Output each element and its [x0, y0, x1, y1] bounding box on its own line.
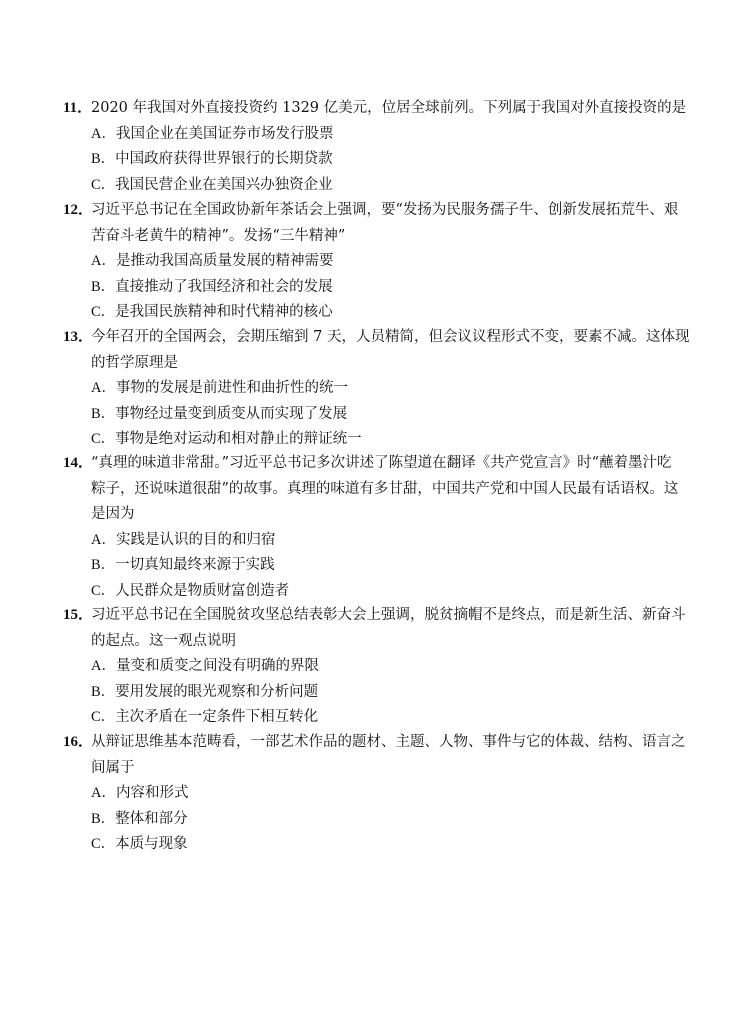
stem-text: “真理的味道非常甜。”习近平总书记多次讲述了陈望道在翻译《共产党宣言》时“蘸着墨汁吃: [91, 455, 672, 471]
option-b: [63, 275, 683, 301]
option-letter: B．: [91, 151, 116, 167]
question-number: 12．: [63, 202, 94, 218]
option-b: [63, 402, 683, 428]
option-letter: A．: [91, 658, 116, 674]
stem-text: 从辩证思维基本范畴看，一部艺术作品的题材、主题、人物、事件与它的体裁、结构、语言之: [91, 734, 686, 750]
option-letter: C．: [91, 176, 116, 193]
option-letter: B．: [91, 683, 116, 700]
option-letter: B．: [91, 278, 116, 295]
question-stem: [63, 96, 687, 122]
option-letter: B．: [91, 557, 116, 573]
option-c: [63, 579, 683, 605]
question-number: 13．: [63, 329, 94, 345]
option-text: 事物经过量变到质变从而实现了发展: [115, 405, 348, 422]
option-letter: C．: [91, 304, 116, 320]
question-stem: [63, 451, 683, 477]
option-text: 事物是绝对运动和相对静止的辩证统一: [115, 431, 362, 447]
option-text: 人民群众是物质财富创造者: [115, 582, 290, 599]
question-12: [63, 198, 683, 326]
option-a: [63, 122, 683, 148]
question-15: [63, 603, 686, 731]
option-a: [63, 376, 683, 402]
option-letter: A．: [91, 125, 116, 142]
question-stem: [63, 198, 683, 224]
option-c: [63, 705, 683, 731]
option-c: [63, 427, 683, 453]
question-number: 11．: [63, 100, 93, 116]
option-b: [63, 147, 683, 173]
option-a: [63, 781, 683, 807]
option-b: [63, 553, 683, 579]
option-text: 我国企业在美国证券市场发行股票: [115, 125, 334, 142]
question-14: [63, 451, 683, 604]
option-letter: B．: [91, 405, 116, 422]
option-b: [63, 680, 683, 706]
stem-continuation: 是因为: [91, 506, 135, 522]
option-text: 中国政府获得世界银行的长期贷款: [115, 151, 333, 167]
option-letter: A．: [91, 380, 116, 396]
stem-continuation: 的起点。这一观点说明: [91, 632, 236, 649]
question-number: 15．: [63, 607, 94, 623]
question-13: [63, 325, 690, 453]
option-text: 一切真知最终来源于实践: [115, 557, 275, 573]
question-stem: [63, 325, 690, 351]
option-letter: A．: [91, 785, 116, 801]
option-letter: B．: [91, 810, 116, 827]
stem-continuation: 间属于: [91, 759, 135, 776]
stem-text: 2020 年我国对外直接投资约 1329 亿美元，位居全球前列。下列属于我国对外直接投资的是: [91, 100, 687, 116]
option-a: [63, 249, 683, 275]
question-stem: [63, 730, 686, 756]
option-text: 实践是认识的目的和归宿: [115, 531, 276, 548]
option-text: 内容和形式: [115, 785, 189, 801]
option-c: [63, 832, 683, 858]
stem-text: 习近平总书记在全国政协新年茶话会上强调，要“发扬为民服务孺子牛、创新发展拓荒牛、艰: [91, 202, 679, 218]
option-text: 整体和部分: [115, 810, 188, 827]
stem-continuation: 的哲学原理是: [91, 354, 178, 371]
option-text: 直接推动了我国经济和社会的发展: [115, 278, 333, 295]
question-16: [63, 730, 686, 858]
stem-continuation: 粽子，还说味道很甜”的故事。真理的味道有多甘甜，中国共产党和中国人民最有话语权。这: [91, 480, 679, 497]
question-stem: [63, 603, 686, 629]
question-number: 16．: [63, 734, 94, 750]
stem-text: 习近平总书记在全国脱贫攻坚总结表彰大会上强调，脱贫摘帽不是终点，而是新生活、新奋斗: [91, 607, 686, 623]
option-letter: A．: [91, 531, 116, 548]
option-letter: A．: [91, 253, 116, 269]
option-letter: C．: [91, 709, 116, 725]
option-letter: C．: [91, 836, 116, 852]
question-number: 14．: [63, 455, 94, 471]
stem-continuation: 苦奋斗老黄牛的精神”。发扬“三牛精神”: [91, 227, 346, 244]
option-text: 事物的发展是前进性和曲折性的统一: [115, 380, 348, 396]
option-letter: C．: [91, 431, 116, 447]
option-c: [63, 300, 683, 326]
option-letter: C．: [91, 582, 116, 599]
option-text: 本质与现象: [115, 836, 188, 852]
option-c: [63, 173, 683, 199]
option-text: 我国民营企业在美国兴办独资企业: [115, 176, 333, 193]
option-text: 量变和质变之间没有明确的界限: [115, 658, 319, 674]
option-a: [63, 528, 683, 554]
option-text: 是我国民族精神和时代精神的核心: [115, 304, 333, 320]
option-text: 主次矛盾在一定条件下相互转化: [115, 709, 319, 725]
option-b: [63, 807, 683, 833]
question-11: [63, 96, 687, 198]
option-text: 是推动我国高质量发展的精神需要: [115, 253, 334, 269]
option-a: [63, 654, 683, 680]
stem-text: 今年召开的全国两会，会期压缩到 7 天，人员精简，但会议议程形式不变，要素不减。这体现: [91, 329, 690, 345]
option-text: 要用发展的眼光观察和分析问题: [115, 683, 319, 700]
